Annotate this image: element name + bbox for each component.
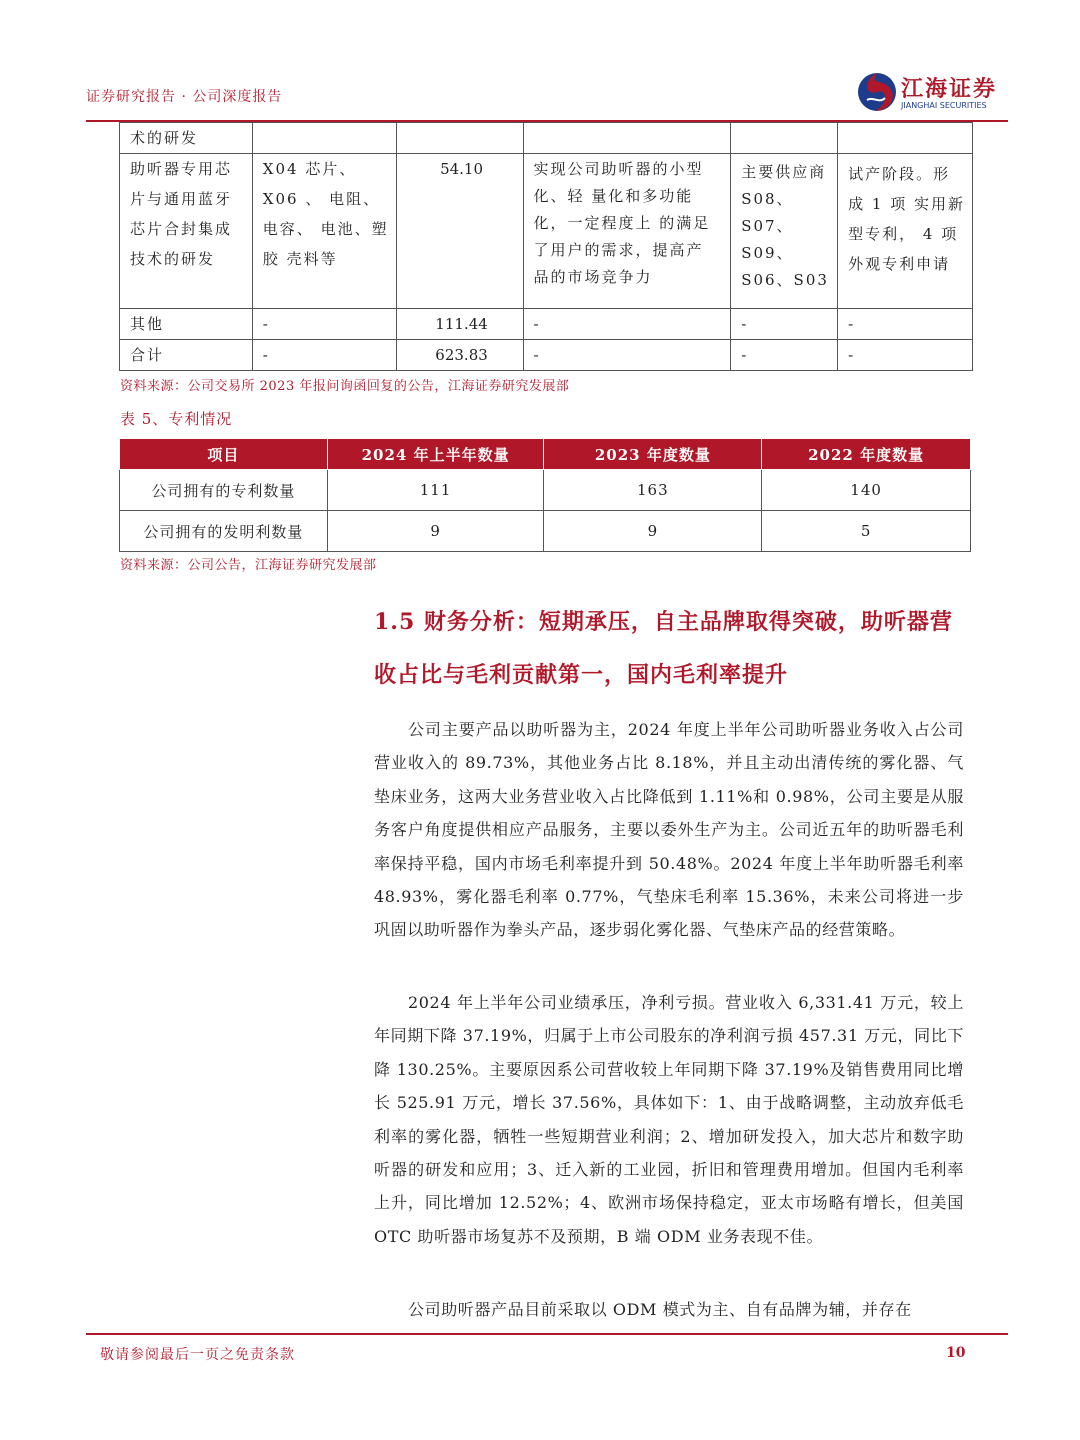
body-paragraph: 公司主要产品以助听器为主，2024 年度上半年公司助听器业务收入占公司营业收入的 89.73%，其他业务占比 8.18%，并且主动出清传统的雾化器、气垫床业务，这两大业务营业收入占比降低到 1.11%和 0.98%，公司主要是从服务客户角度提供相应产品服务，主要以委外生产为主。公司近五年的助听器毛利率保持平稳，国内市场毛利率提升到 50.48%。2024 年度上半年助听器毛利率 48.93%，雾化器毛利率 0.77%，气垫床毛利率 15.36%，未来公司将进一步巩固以助听器作为拳头产品，逐步弱化雾化器、气垫床产品的经营策略。 — [374, 720, 964, 940]
column-header: 项目 — [120, 439, 328, 470]
logo-text-en: JIANGHAI SECURITIES — [901, 101, 987, 110]
table-cell: - — [523, 340, 731, 371]
table-cell: 公司拥有的发明利数量 — [120, 511, 328, 552]
table-cell: 合计 — [120, 340, 253, 371]
body-paragraph: 2024 年上半年公司业绩承压，净利亏损。营业收入 6,331.41 万元，较上年同期下降 37.19%，归属于上市公司股东的净利润亏损 457.31 万元，同比下降 130.25%。主要原因系公司营收较上年同期下降 37.19%及销售费用同比增长 525.91 万元，增长 37.56%，具体如下：1、由于战略调整，主动放弃低毛利率的雾化器，牺牲一些短期营业利润；2、增加研发投入，加大芯片和数字助听器的研发和应用；3、迁入新的工业园，折旧和管理费用增加。但国内毛利率上升，同比增加 12.52%；4、欧洲市场保持稳定，亚太市场略有增长，但美国 OTC 助听器市场复苏不及预期，B 端 ODM 业务表现不佳。 — [374, 993, 964, 1246]
table-cell — [396, 123, 523, 154]
disclaimer-note: 敬请参阅最后一页之免责条款 — [100, 1347, 295, 1363]
rd-projects-table — [119, 122, 973, 371]
table5-title: 表 5、专利情况 — [120, 410, 233, 428]
table-cell: - — [731, 309, 838, 340]
table-cell — [838, 123, 973, 154]
table-cell: 主要供应商 S08、S07、S09、S06、S03 — [731, 154, 838, 309]
table-cell: 623.83 — [396, 340, 523, 371]
table-cell: 术的研发 — [120, 123, 253, 154]
table-cell: - — [838, 309, 973, 340]
table-row — [120, 470, 971, 511]
table-cell: 5 — [762, 511, 971, 552]
table-row — [120, 123, 973, 154]
table-cell: - — [252, 340, 396, 371]
table-cell: 9 — [544, 511, 762, 552]
table-cell: - — [838, 340, 973, 371]
table-cell: 试产阶段。形成 1 项 实用新型专利， 4 项外观专利申请 — [838, 154, 973, 309]
section-heading: 1.5 财务分析：短期承压，自主品牌取得突破，助听器营收占比与毛利贡献第一，国内毛利率提升 — [374, 609, 953, 688]
patent-table — [119, 438, 971, 552]
table-cell: 公司拥有的专利数量 — [120, 470, 328, 511]
table-cell — [731, 123, 838, 154]
table-cell: X04 芯片、X06 、 电阻、电容、 电池、塑胶 壳料等 — [252, 154, 396, 309]
table-row — [120, 511, 971, 552]
table4-source: 资料来源：公司交易所 2023 年报问询函回复的公告，江海证券研究发展部 — [120, 379, 570, 394]
table-cell: 其他 — [120, 309, 253, 340]
table-cell — [252, 123, 396, 154]
page-number: 10 — [946, 1345, 966, 1361]
column-header: 2024 年上半年数量 — [327, 439, 544, 470]
table-cell: 140 — [762, 470, 971, 511]
table-cell: - — [523, 309, 731, 340]
table-cell: 实现公司助听器的小型化、轻 量化和多功能化，一定程度上 的满足了用户的需求，提高产 品的市场竞争力 — [523, 154, 731, 309]
table-cell — [523, 123, 731, 154]
report-type: 证券研究报告 · 公司深度报告 — [86, 89, 283, 105]
table-cell: 111 — [327, 470, 544, 511]
body-paragraph: 公司助听器产品目前采取以 ODM 模式为主、自有品牌为辅，并存在 — [408, 1300, 912, 1319]
table-cell: 163 — [544, 470, 762, 511]
table-row — [120, 154, 973, 309]
column-header: 2022 年度数量 — [762, 439, 971, 470]
page-header — [0, 0, 1080, 125]
table-header-row — [120, 439, 971, 470]
jianghai-logo-icon — [855, 70, 899, 114]
table-cell: 9 — [327, 511, 544, 552]
table-row — [120, 340, 973, 371]
table-cell: 54.10 — [396, 154, 523, 309]
footer-divider — [86, 1333, 1008, 1335]
table-cell: - — [252, 309, 396, 340]
logo-text-cn: 江海证券 — [901, 76, 998, 102]
company-logo — [855, 70, 1005, 118]
table5-source: 资料来源：公司公告，江海证券研究发展部 — [120, 558, 377, 573]
table-cell: 助听器专用芯片与通用蓝牙芯片合封集成技术的研发 — [120, 154, 253, 309]
table-cell: - — [731, 340, 838, 371]
column-header: 2023 年度数量 — [544, 439, 762, 470]
table-cell: 111.44 — [396, 309, 523, 340]
table-row — [120, 309, 973, 340]
